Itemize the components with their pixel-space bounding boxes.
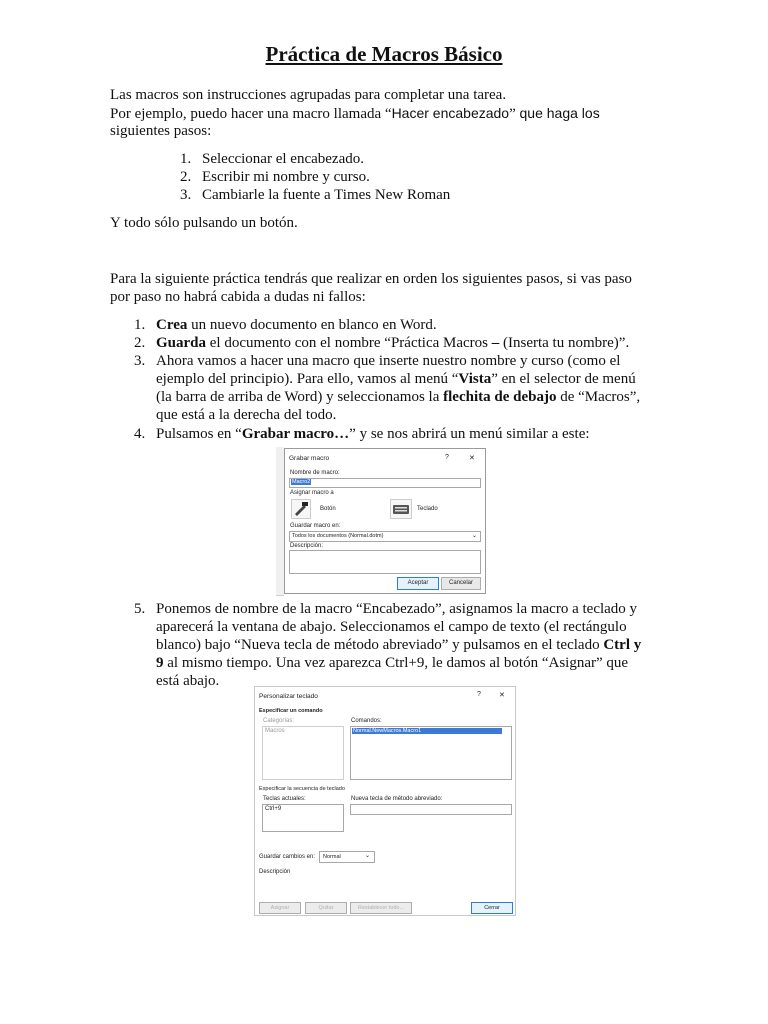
help-icon[interactable]: ? xyxy=(445,454,449,461)
specify-command-heading: Especificar un comando xyxy=(259,708,323,714)
macro-name-input[interactable] xyxy=(289,478,481,488)
save-changes-label: Guardar cambios en: xyxy=(259,854,316,860)
item-number: 1. xyxy=(134,317,146,333)
commands-label: Comandos: xyxy=(351,718,382,724)
new-key-label: Nueva tecla de método abreviado: xyxy=(351,796,443,802)
item-number: 4. xyxy=(134,426,146,442)
description-label: Descripción xyxy=(259,869,291,875)
step-text: Cambiarle la fuente a Times New Roman xyxy=(202,187,451,203)
button-option-label[interactable]: Botón xyxy=(320,506,336,512)
macro-name-value: Macro2 xyxy=(292,479,311,485)
help-icon[interactable]: ? xyxy=(477,691,481,698)
customize-keyboard-dialog xyxy=(254,686,516,916)
close-button[interactable]: Cerrar xyxy=(471,902,513,914)
save-macro-select[interactable] xyxy=(289,531,481,542)
commands-list[interactable] xyxy=(350,726,512,780)
save-changes-value: Normal xyxy=(323,854,341,860)
keyboard-option[interactable] xyxy=(390,499,412,519)
chevron-down-icon: ⌄ xyxy=(472,533,478,539)
current-keys-list[interactable] xyxy=(262,804,344,832)
categories-list[interactable] xyxy=(262,726,344,780)
dialog-title: Grabar macro xyxy=(289,455,330,462)
reset-all-button[interactable]: Restablecer todo... xyxy=(350,902,412,914)
button-option[interactable] xyxy=(291,499,311,519)
description-label: Descripción: xyxy=(290,543,324,549)
record-macro-dialog xyxy=(284,448,486,594)
commands-value[interactable]: Normal.NewMacros.Macro1 xyxy=(352,728,502,734)
item-number: 2. xyxy=(134,335,146,351)
dialog-title: Personalizar teclado xyxy=(259,693,318,700)
document-title: Práctica de Macros Básico xyxy=(265,42,503,66)
chevron-down-icon: ⌄ xyxy=(365,853,371,859)
item-number: 3. xyxy=(134,353,146,369)
categories-label: Categorías: xyxy=(263,718,295,724)
current-keys-value: Ctrl+9 xyxy=(265,806,282,812)
hammer-icon xyxy=(292,500,310,518)
item-5-line-4: 9 al mismo tiempo. Una vez aparezca Ctrl+9, le damos al botón “Asignar” que xyxy=(156,655,629,671)
item-5-line-1: Ponemos de nombre de la macro “Encabezado”, asignamos la macro a teclado y xyxy=(156,601,638,617)
categories-value: Macros xyxy=(265,728,285,734)
key-sequence-heading: Especificar la secuencia de teclado xyxy=(259,786,345,792)
item-5-line-5: está abajo. xyxy=(156,673,220,689)
step-number: 1. xyxy=(180,151,192,167)
close-icon[interactable]: ✕ xyxy=(499,692,505,699)
new-key-input[interactable] xyxy=(350,804,512,815)
item-3-line-4: que está a la derecha del todo. xyxy=(156,407,337,423)
accept-button[interactable]: Aceptar xyxy=(397,577,439,590)
keyboard-icon xyxy=(391,500,411,518)
practice-line-2: por paso no habrá cabida a dudas ni fallos: xyxy=(110,289,366,305)
remove-button[interactable]: Quitar xyxy=(305,902,347,914)
save-changes-select[interactable] xyxy=(319,851,375,863)
save-macro-value: Todos los documentos (Normal.dotm) xyxy=(292,533,384,539)
current-keys-label: Teclas actuales: xyxy=(263,796,306,802)
assign-macro-label: Asignar macro a xyxy=(290,490,334,496)
item-5-line-3: blanco) bajo “Nueva tecla de método abreviado” y pulsamos en el teclado Ctrl y xyxy=(156,637,642,653)
ruler-fragment xyxy=(276,447,284,596)
save-macro-label: Guardar macro en: xyxy=(290,523,341,529)
intro-line-3: siguientes pasos: xyxy=(110,123,212,139)
practice-line-1: Para la siguiente práctica tendrás que realizar en orden los siguientes pasos, si vas paso xyxy=(110,271,632,287)
item-4-text: Pulsamos en “Grabar macro…” y se nos abrirá un menú similar a este: xyxy=(156,426,590,442)
item-3-line-2: ejemplo del principio). Para ello, vamos al menú “Vista” en el selector de menú xyxy=(156,371,636,387)
item-2-text: Guarda el documento con el nombre “Práctica Macros – (Inserta tu nombre)”. xyxy=(156,335,630,351)
summary-text: Y todo sólo pulsando un botón. xyxy=(110,215,298,231)
item-1-text: Crea un nuevo documento en blanco en Word. xyxy=(156,317,437,333)
step-text: Escribir mi nombre y curso. xyxy=(202,169,370,185)
intro-line-1: Las macros son instrucciones agrupadas para completar una tarea. xyxy=(110,87,507,103)
step-number: 3. xyxy=(180,187,192,203)
macro-name-label: Nombre de macro: xyxy=(290,470,340,476)
cancel-button[interactable]: Cancelar xyxy=(441,577,481,590)
item-3-line-1: Ahora vamos a hacer una macro que inserte nuestro nombre y curso (como el xyxy=(156,353,621,369)
step-text: Seleccionar el encabezado. xyxy=(202,151,364,167)
item-3-line-3: (la barra de arriba de Word) y seleccionamos la flechita de debajo de “Macros”, xyxy=(156,389,641,405)
keyboard-option-label[interactable]: Teclado xyxy=(417,506,438,512)
close-icon[interactable]: ✕ xyxy=(469,455,475,462)
item-number: 5. xyxy=(134,601,146,617)
intro-line-2: Por ejemplo, puedo hacer una macro llamada “Hacer encabezado” que haga los xyxy=(110,105,600,122)
assign-button[interactable]: Asignar xyxy=(259,902,301,914)
item-5-line-2: aparecerá la ventana de abajo. Seleccionamos el campo de texto (el rectángulo xyxy=(156,619,627,635)
description-input[interactable] xyxy=(289,550,481,574)
step-number: 2. xyxy=(180,169,192,185)
